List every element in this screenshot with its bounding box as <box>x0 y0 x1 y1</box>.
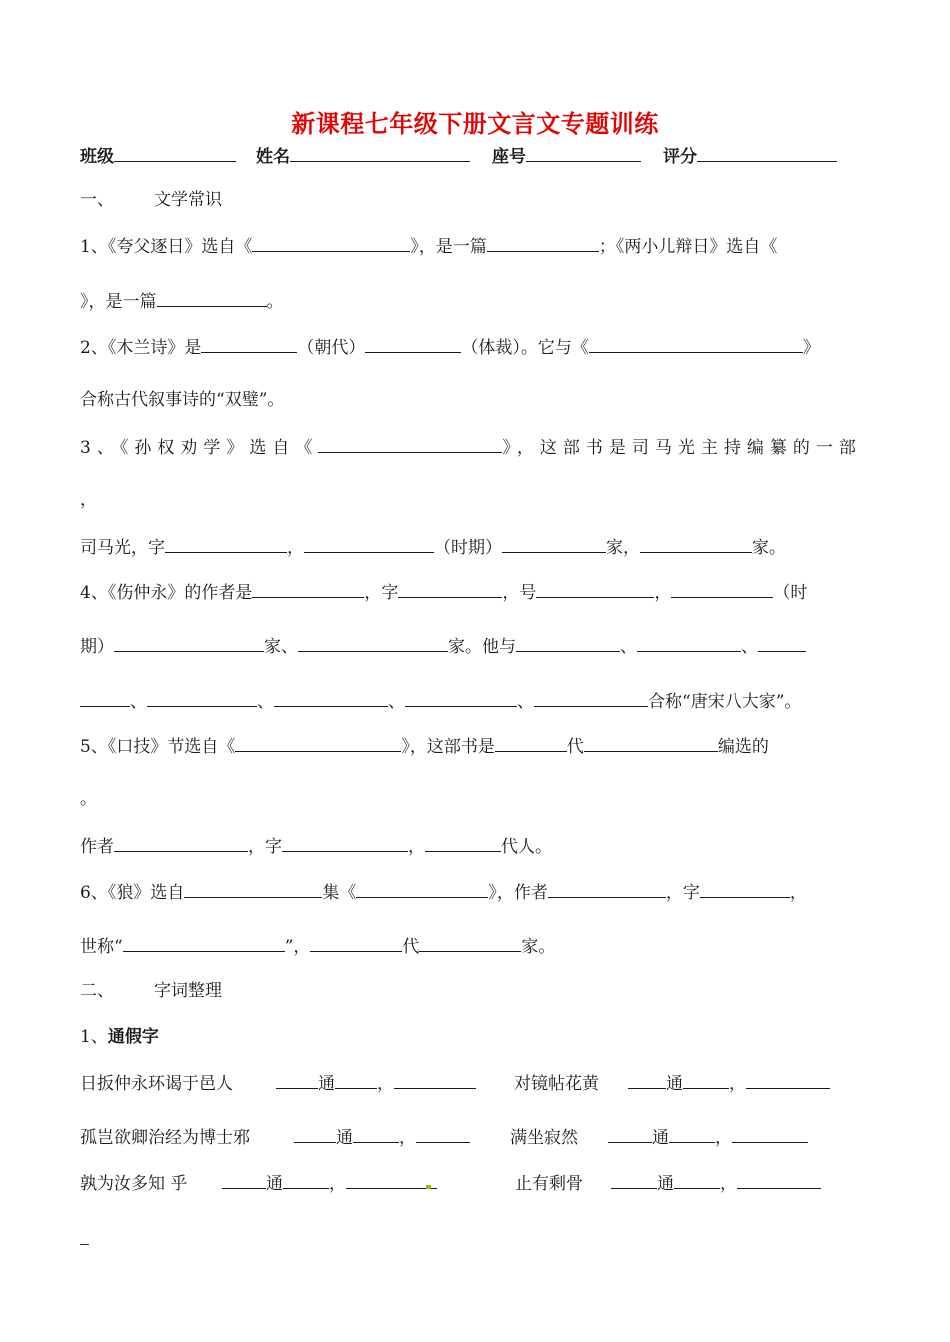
question-5-line-3 <box>80 833 872 859</box>
q4-blank-5[interactable] <box>114 633 264 652</box>
tongjia-r1l-blank-2[interactable] <box>335 1070 377 1089</box>
q3-text-d: 司马光，字 <box>80 538 165 558</box>
tongjia-r1r-blank-3[interactable] <box>746 1070 830 1089</box>
q5-blank-4[interactable] <box>114 833 248 852</box>
q2-text-e: 合称古代叙事诗的“双璧”。 <box>80 390 285 410</box>
tongjia-r2-right-sentence: 满坐寂然 <box>510 1128 578 1148</box>
tongjia-r1l-comma: ， <box>377 1074 394 1094</box>
q3-text-e: ， <box>287 538 304 558</box>
tongjia-r1l-tong: 通 <box>318 1074 335 1094</box>
tongjia-r2l-blank-2[interactable] <box>353 1124 399 1143</box>
section-one-title: 文学常识 <box>154 190 222 210</box>
tongjia-r2l-blank-1[interactable] <box>294 1124 336 1143</box>
q1-blank-1[interactable] <box>252 233 410 252</box>
q4-text-f: 期） <box>80 637 114 657</box>
q5-blank-1[interactable] <box>235 733 401 752</box>
q2-text-c: （体裁）。它与《 <box>461 338 589 358</box>
q5-text-i: 代人。 <box>501 837 552 857</box>
q5-blank-3[interactable] <box>584 733 718 752</box>
q4-text-a: 4、《伤仲永》的作者是 <box>80 583 253 603</box>
seat-blank[interactable] <box>526 143 641 162</box>
tongjia-r3l-blank-3[interactable] <box>346 1170 426 1189</box>
q4-blank-11[interactable] <box>274 688 388 707</box>
tongjia-r2l-blank-3[interactable] <box>416 1124 470 1143</box>
q4-text-n: 、 <box>517 692 534 712</box>
q5-text-e: 。 <box>80 789 97 809</box>
tongjia-r3r-comma: ， <box>720 1174 737 1194</box>
question-5-line-1 <box>80 733 872 759</box>
student-info-row <box>80 143 872 169</box>
q1-text-c: ；《两小儿辩日》选自《 <box>598 237 778 257</box>
tongjia-r1r-blank-1[interactable] <box>628 1070 666 1089</box>
tongjia-r2r-blank-1[interactable] <box>608 1124 652 1143</box>
q4-text-l: 、 <box>257 692 274 712</box>
subsection-1-number: 1、 <box>80 1027 108 1047</box>
q6-text-a: 6、《狼》选自 <box>80 883 185 903</box>
q1-blank-3[interactable] <box>157 288 267 307</box>
tongjia-r3l-comma: ， <box>329 1174 346 1194</box>
name-blank[interactable] <box>290 143 470 162</box>
tongjia-r2r-blank-2[interactable] <box>669 1124 715 1143</box>
question-4-line-1 <box>80 579 872 605</box>
q2-text-d: 》 <box>802 338 820 358</box>
q3-blank-3[interactable] <box>304 534 434 553</box>
q2-blank-2[interactable] <box>365 334 461 353</box>
q4-blank-2[interactable] <box>398 579 502 598</box>
tongjia-r1-right-sentence: 对镜帖花黄 <box>514 1074 599 1094</box>
q4-blank-3[interactable] <box>536 579 654 598</box>
tongjia-r2-left-sentence: 孤岂欲卿治经为博士邪 <box>80 1128 250 1148</box>
q6-blank-4[interactable] <box>700 879 790 898</box>
tongjia-r1l-blank-1[interactable] <box>276 1070 318 1089</box>
tongjia-r3r-blank-3[interactable] <box>737 1170 821 1189</box>
question-1-line-1 <box>80 233 872 259</box>
tongjia-r1r-comma: ， <box>729 1074 746 1094</box>
section-two-title: 字词整理 <box>154 981 222 1001</box>
q5-text-g: ，字 <box>248 837 282 857</box>
q4-blank-9b[interactable] <box>80 688 130 707</box>
q4-blank-4[interactable] <box>671 579 773 598</box>
section-one-number: 一、 <box>80 190 114 210</box>
seat-label: 座号 <box>492 147 526 167</box>
q2-blank-1[interactable] <box>201 334 297 353</box>
subsection-1-heading <box>80 1025 872 1049</box>
q3-blank-5[interactable] <box>640 534 752 553</box>
q5-blank-5[interactable] <box>282 833 408 852</box>
q6-text-e: ， <box>789 883 807 903</box>
section-two-number: 二、 <box>80 981 114 1001</box>
tongjia-r2r-comma: ， <box>715 1128 732 1148</box>
q3-text-f: （时期） <box>434 538 502 558</box>
question-1-line-2 <box>80 288 872 314</box>
page-corner-mark <box>80 1244 89 1245</box>
section-two-heading <box>80 979 872 1003</box>
q4-blank-1[interactable] <box>252 579 364 598</box>
question-2-line-2 <box>80 388 872 412</box>
q2-text-a: 2、《木兰诗》是 <box>80 338 202 358</box>
q3-text-g: 家， <box>606 538 640 558</box>
q3-text-h: 家。 <box>752 538 786 558</box>
tongjia-r3r-tong: 通 <box>657 1174 674 1194</box>
tongjia-r1-left-sentence: 日扳仲永环谒于邑人 <box>80 1074 233 1094</box>
q4-text-o: 合称“唐宋八大家”。 <box>648 692 802 712</box>
q6-text-d: ，字 <box>665 883 700 903</box>
q3-text-b: 》，这部书是司马光主持编纂的一部 <box>502 438 862 458</box>
q5-text-c: 代 <box>566 737 584 757</box>
q1-text-b: 》，是一篇 <box>410 237 487 257</box>
q4-blank-6[interactable] <box>298 633 448 652</box>
q5-blank-6[interactable] <box>425 833 501 852</box>
q1-blank-2[interactable] <box>487 233 599 252</box>
tongjia-r3l-tong: 通 <box>266 1174 283 1194</box>
question-4-line-3 <box>80 688 872 714</box>
question-2-line-1 <box>80 334 872 360</box>
q2-blank-3[interactable] <box>589 334 803 353</box>
q4-text-e: （时 <box>773 583 808 603</box>
q5-text-h: ， <box>408 837 425 857</box>
q4-text-m: 、 <box>388 692 405 712</box>
tongjia-r2r-blank-3[interactable] <box>732 1124 808 1143</box>
q6-blank-6[interactable] <box>310 933 402 952</box>
score-blank[interactable] <box>697 143 837 162</box>
score-label: 评分 <box>663 147 697 167</box>
name-label: 姓名 <box>256 147 290 167</box>
tongjia-r3r-blank-1[interactable] <box>611 1170 657 1189</box>
q4-blank-10[interactable] <box>147 688 257 707</box>
q5-text-d: 编选的 <box>717 737 769 757</box>
q5-blank-2[interactable] <box>495 733 567 752</box>
q4-blank-8[interactable] <box>637 633 741 652</box>
q1-text-e: 。 <box>266 292 284 312</box>
page-title: 新课程七年级下册文言文专题训练 <box>291 110 659 138</box>
question-3-line-1 <box>80 434 872 460</box>
question-4-line-2 <box>80 633 872 659</box>
tongjia-r3l-blank-1[interactable] <box>222 1170 266 1189</box>
q4-text-b: ，字 <box>364 583 399 603</box>
q3-text-a: 3、《孙权劝学》选自《 <box>80 438 319 458</box>
q4-blank-13[interactable] <box>534 688 648 707</box>
tongjia-r2l-tong: 通 <box>336 1128 353 1148</box>
question-6-line-1 <box>80 879 872 905</box>
q6-text-g: ”， <box>284 937 311 957</box>
q4-text-g: 家、 <box>264 637 298 657</box>
q4-blank-12[interactable] <box>405 688 517 707</box>
q6-blank-2[interactable] <box>356 879 488 898</box>
q2-text-b: （朝代） <box>297 338 366 358</box>
q4-text-d: ， <box>654 583 672 603</box>
class-blank[interactable] <box>114 143 236 162</box>
tongjia-row-2 <box>80 1124 872 1150</box>
q6-blank-7[interactable] <box>419 933 521 952</box>
q3-blank-2[interactable] <box>165 534 287 553</box>
tongjia-r3-right-sentence: 止有剩骨 <box>515 1174 583 1194</box>
q6-text-c: 》，作者 <box>488 883 548 903</box>
q4-blank-9a[interactable] <box>758 633 806 652</box>
q6-text-i: 家。 <box>521 937 556 957</box>
q6-text-b: 集《 <box>322 883 357 903</box>
tongjia-r2l-comma: ， <box>399 1128 416 1148</box>
q4-text-j: 、 <box>741 637 758 657</box>
tongjia-r3-left-sentence: 孰为汝多知 乎 <box>80 1174 188 1194</box>
q5-text-a: 5、《口技》节选自《 <box>80 737 236 757</box>
tongjia-r3r-blank-2[interactable] <box>674 1170 720 1189</box>
q6-blank-1[interactable] <box>184 879 322 898</box>
tongjia-r2r-tong: 通 <box>652 1128 669 1148</box>
q4-text-c: ，号 <box>502 583 537 603</box>
q5-text-b: 》，这部书是 <box>401 737 495 757</box>
q3-blank-4[interactable] <box>502 534 606 553</box>
tongjia-row-3 <box>80 1170 872 1196</box>
q1-text-d: 》，是一篇 <box>80 292 157 312</box>
tongjia-r1r-tong: 通 <box>666 1074 683 1094</box>
question-6-line-2 <box>80 933 872 959</box>
q6-blank-5[interactable] <box>123 933 285 952</box>
q6-blank-3[interactable] <box>548 879 666 898</box>
tongjia-row-1 <box>80 1070 872 1096</box>
q1-text-a: 1、《夸父逐日》选自《 <box>80 237 253 257</box>
question-5-line-2 <box>80 787 872 811</box>
q4-blank-7[interactable] <box>516 633 620 652</box>
class-label: 班级 <box>80 147 114 167</box>
q4-text-i: 、 <box>620 637 637 657</box>
q6-text-f: 世称“ <box>80 937 123 957</box>
q3-blank-1[interactable] <box>318 434 502 453</box>
q4-text-h: 家。他与 <box>448 637 516 657</box>
q3-text-c: ， <box>80 490 97 510</box>
subsection-1-title: 通假字 <box>107 1027 159 1047</box>
tongjia-r3l-blank-2[interactable] <box>283 1170 329 1189</box>
q6-text-h: 代 <box>402 937 420 957</box>
q4-text-k: 、 <box>130 692 147 712</box>
tongjia-r1r-blank-2[interactable] <box>683 1070 729 1089</box>
q5-text-f: 作者 <box>80 837 114 857</box>
section-one-heading <box>80 188 872 212</box>
question-3-line-3 <box>80 534 872 560</box>
question-3-line-2 <box>80 488 872 512</box>
tongjia-r1l-blank-3[interactable] <box>394 1070 476 1089</box>
tongjia-r3l-blank-4[interactable] <box>431 1170 437 1189</box>
